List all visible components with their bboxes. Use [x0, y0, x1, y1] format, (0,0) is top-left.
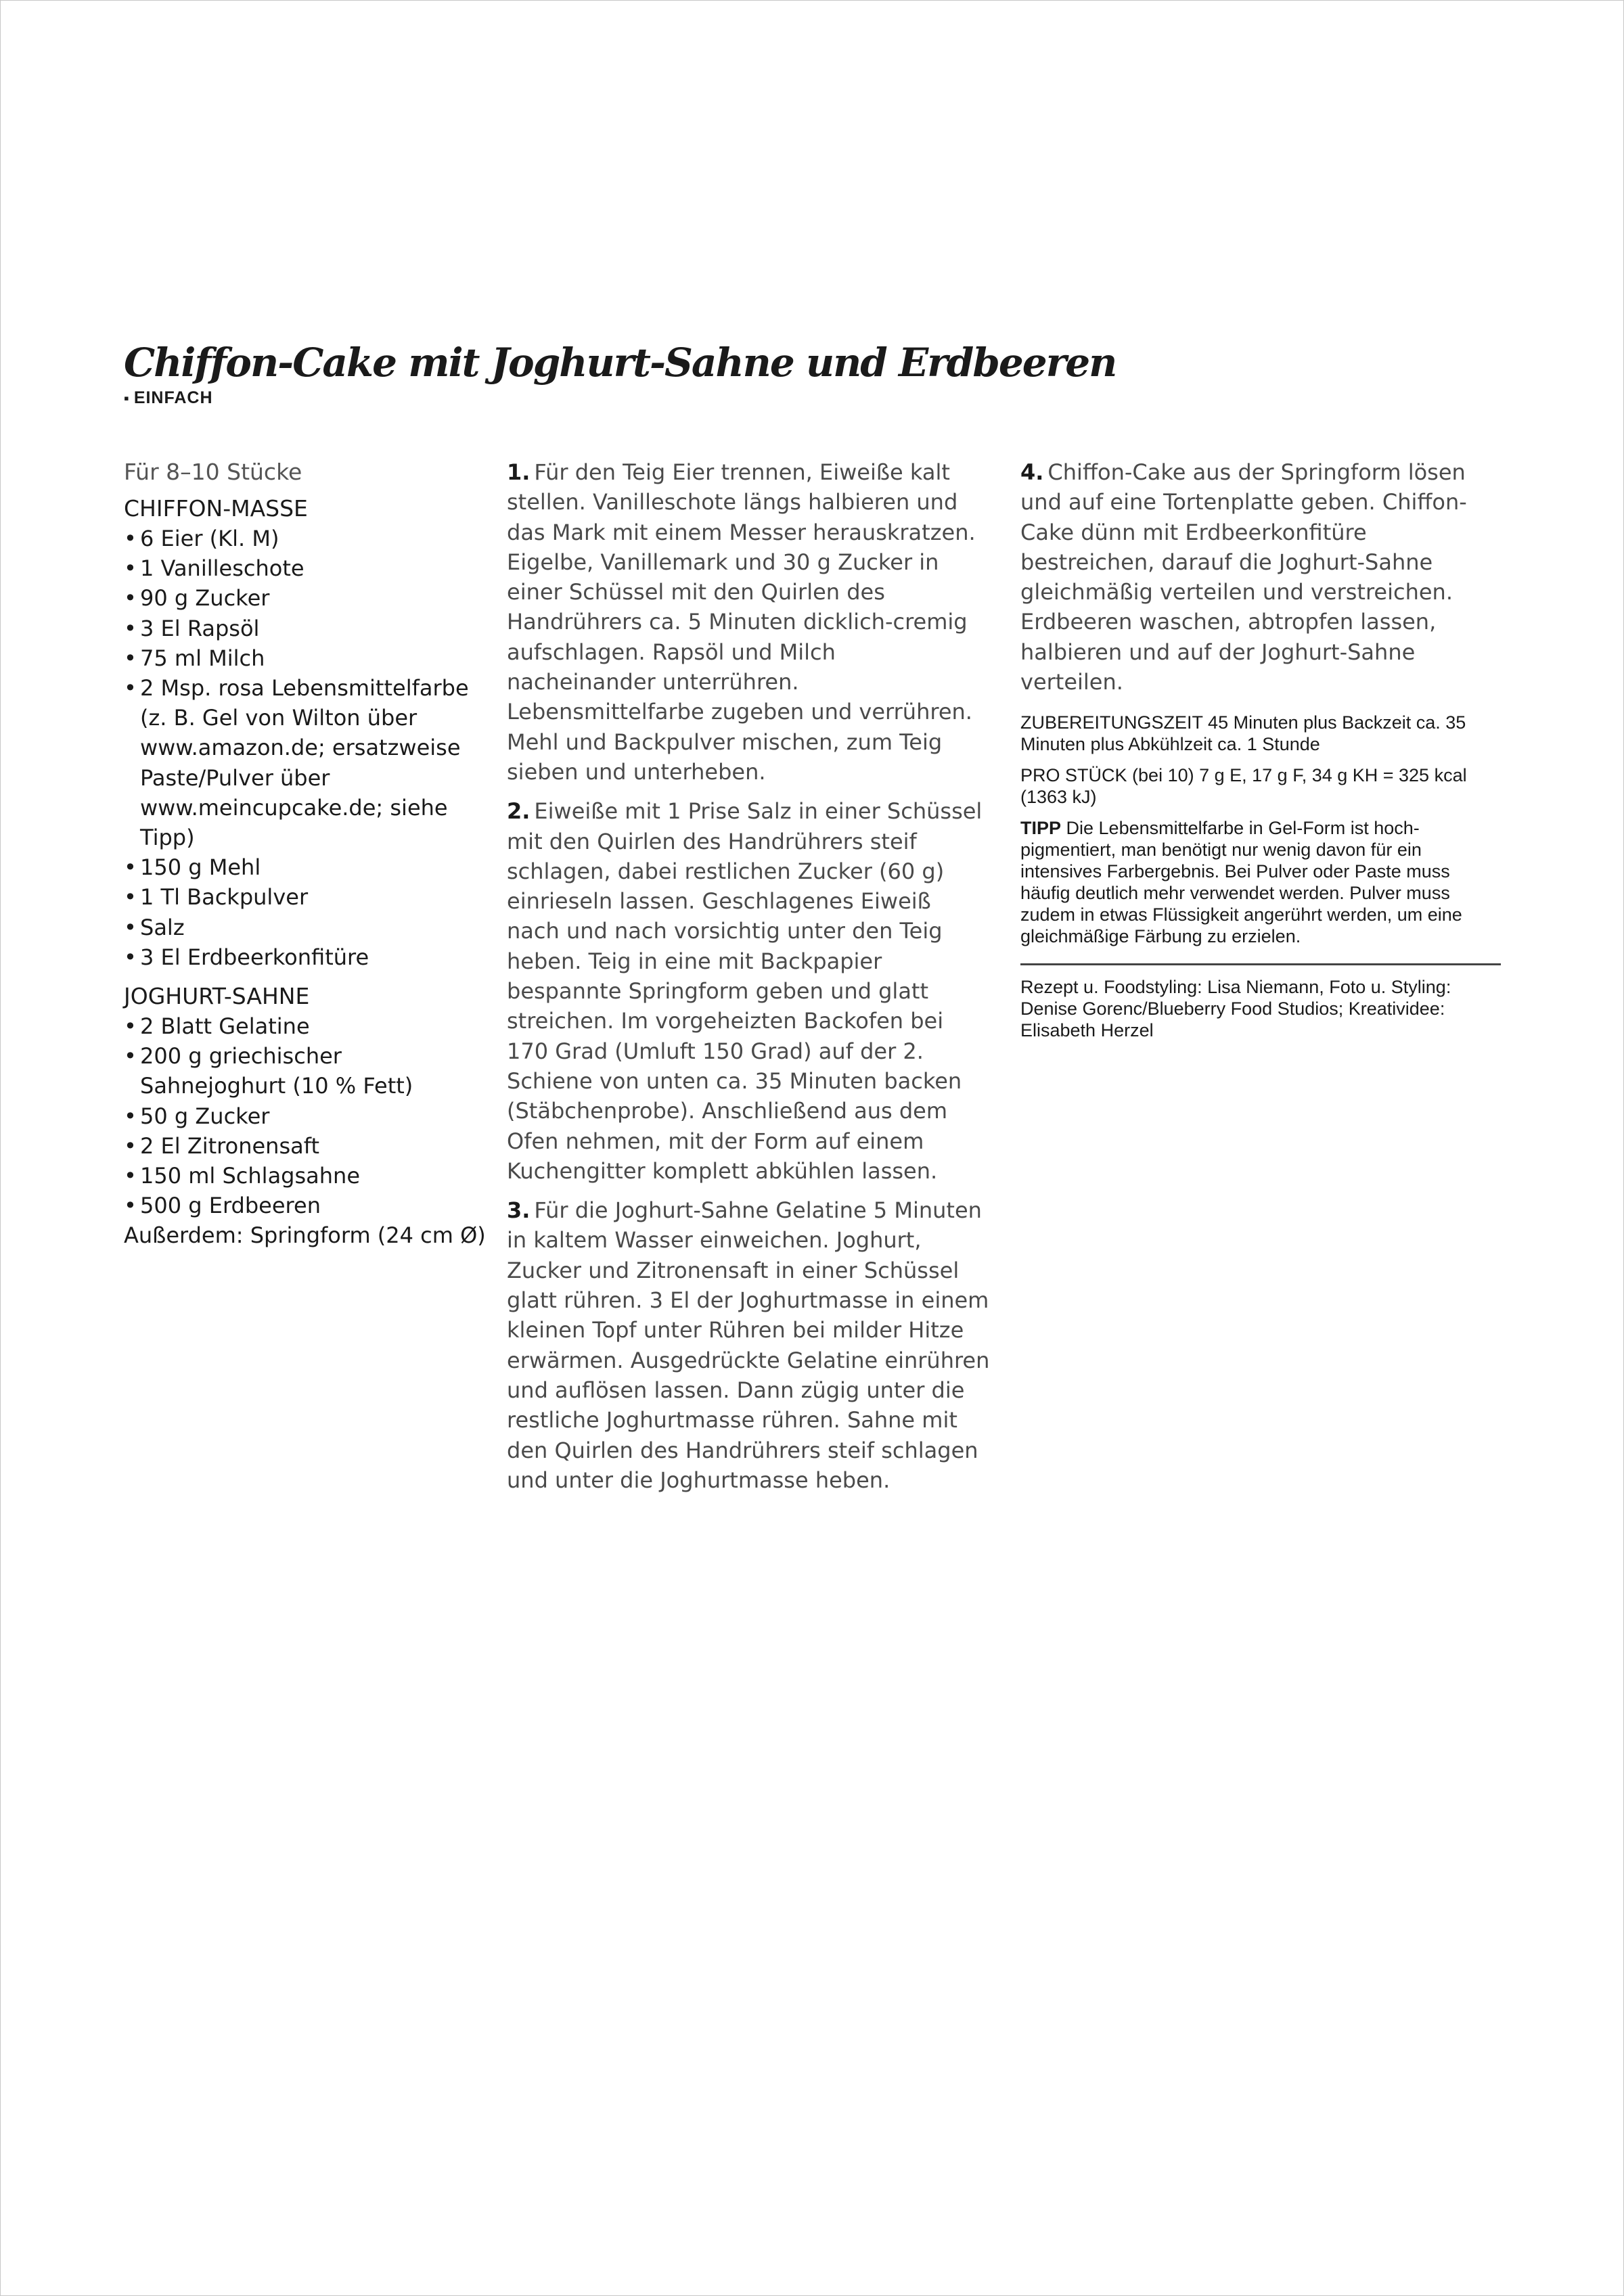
divider	[1020, 963, 1501, 965]
credits: Rezept u. Foodstyling: Lisa Niemann, Foto u. Styling: Denise Gorenc/Blueberry Food Studios; Kreatividee: Elisabeth Herzel	[1020, 977, 1451, 1041]
servings: Für 8–10 Stücke	[124, 459, 302, 485]
ingredient-item: • 3 El Rapsöl	[124, 615, 260, 641]
steps-column	[507, 457, 990, 1505]
ingredient-item: • 500 g Erdbeeren	[124, 1193, 321, 1219]
ingredient-item: • 2 Msp. rosa Lebensmittelfarbe (z. B. Gel von Wilton über www.amazon.de; ersatzweise Paste/Pulver über www.meincupcake.de; siehe Tipp)	[124, 675, 469, 851]
joghurt-ingredient-list	[124, 1011, 489, 1220]
difficulty-bullet: ▪	[124, 390, 130, 407]
chiffon-ingredient-list	[124, 524, 489, 972]
info-column	[1020, 457, 1501, 1051]
ingredient-item: • 6 Eier (Kl. M)	[124, 526, 279, 551]
ingredient-item: • 200 g griechischer Sahnejoghurt (10 % Fett)	[124, 1043, 413, 1099]
ingredient-item: • 50 g Zucker	[124, 1103, 270, 1129]
step-4: 4. Chiffon-Cake aus der Springform lösen und auf eine Tortenplatte geben. Chiffon-Cake dünn mit Erdbeerkonfitüre bestreichen, darauf die Joghurt-Sahne gleichmäßig verteilen und verstreichen. Erdbeeren waschen, abtropfen lassen, halbieren und auf der Joghurt-Sahne verteilen.	[1020, 459, 1467, 695]
extra-equipment: Außerdem: Springform (24 cm Ø)	[124, 1222, 486, 1249]
ingredient-item: • 75 ml Milch	[124, 645, 265, 671]
ingredient-item: • 150 g Mehl	[124, 854, 261, 881]
step-1: 1. Für den Teig Eier trennen, Eiweiße kalt stellen. Vanilleschote längs halbieren und das Mark mit einem Messer herauskratzen. Eigelbe, Vanillemark und 30 g Zucker in einer Schüssel mit den Quirlen des Handrührers ca. 5 Minuten dicklich-cremig aufschlagen. Rapsöl und Milch nacheinander unterrühren. Lebensmittelfarbe zugeben und verrühren. Mehl und Backpulver mischen, zum Teig sieben und unterheben.	[507, 459, 976, 785]
recipe-title: Chiffon-Cake mit Joghurt-Sahne und Erdbeeren	[124, 340, 1116, 386]
ingredients-column	[124, 457, 489, 1250]
step-3: 3. Für die Joghurt-Sahne Gelatine 5 Minuten in kaltem Wasser einweichen. Joghurt, Zucker und Zitronensaft in einer Schüssel glatt rühren. 3 El der Joghurtmasse in einem kleinen Topf unter Rühren bei milder Hitze erwärmen. Ausgedrückte Gelatine einrühren und auflösen lassen. Dann zügig unter die restliche Joghurtmasse rühren. Sahne mit den Quirlen des Handrührers steif schlagen und unter die Joghurtmasse heben.	[507, 1197, 990, 1493]
difficulty-label	[124, 388, 213, 408]
ingredient-item: • Salz	[124, 914, 185, 940]
ingredient-item: • 150 ml Schlagsahne	[124, 1163, 361, 1189]
tip: TIPP Die Lebensmittelfarbe in Gel-Form ist hoch-pigmentiert, man benötigt nur wenig davon für ein intensives Farbergebnis. Bei Pulver oder Paste muss häufig deutlich mehr verwendet werden. Pulver muss zudem in etwas Flüssigkeit angerührt werden, um eine gleichmäßige Färbung zu erzielen.	[1020, 818, 1462, 947]
chiffon-heading: CHIFFON-MASSE	[124, 495, 308, 522]
joghurt-heading: JOGHURT-SAHNE	[124, 983, 310, 1010]
ingredient-item: • 3 El Erdbeerkonfitüre	[124, 944, 369, 970]
nutrition-info: PRO STÜCK (bei 10) 7 g E, 17 g F, 34 g KH = 325 kcal (1363 kJ)	[1020, 765, 1467, 808]
ingredient-item: • 2 El Zitronensaft	[124, 1132, 319, 1159]
step-2: 2. Eiweiße mit 1 Prise Salz in einer Schüssel mit den Quirlen des Handrührers steif schlagen, dabei restlichen Zucker (60 g) einrieseln lassen. Geschlagenes Eiweiß nach und nach vorsichtig unter den Teig heben. Teig in eine mit Backpapier bespannte Springform geben und glatt streichen. Im vorgeheizten Backofen bei 170 Grad (Umluft 150 Grad) auf der 2. Schiene von unten ca. 35 Minuten backen (Stäbchenprobe). Anschließend aus dem Ofen nehmen, mit der Form auf einem Kuchengitter komplett abkühlen lassen.	[507, 798, 983, 1184]
prep-time: ZUBEREITUNGSZEIT 45 Minuten plus Backzeit ca. 35 Minuten plus Abkühlzeit ca. 1 Stunde	[1020, 712, 1466, 755]
ingredient-item: • 1 Tl Backpulver	[124, 884, 309, 911]
ingredient-item: • 90 g Zucker	[124, 585, 270, 612]
difficulty-text: EINFACH	[133, 388, 213, 407]
ingredient-item: • 2 Blatt Gelatine	[124, 1013, 310, 1040]
ingredient-item: • 1 Vanilleschote	[124, 555, 304, 582]
